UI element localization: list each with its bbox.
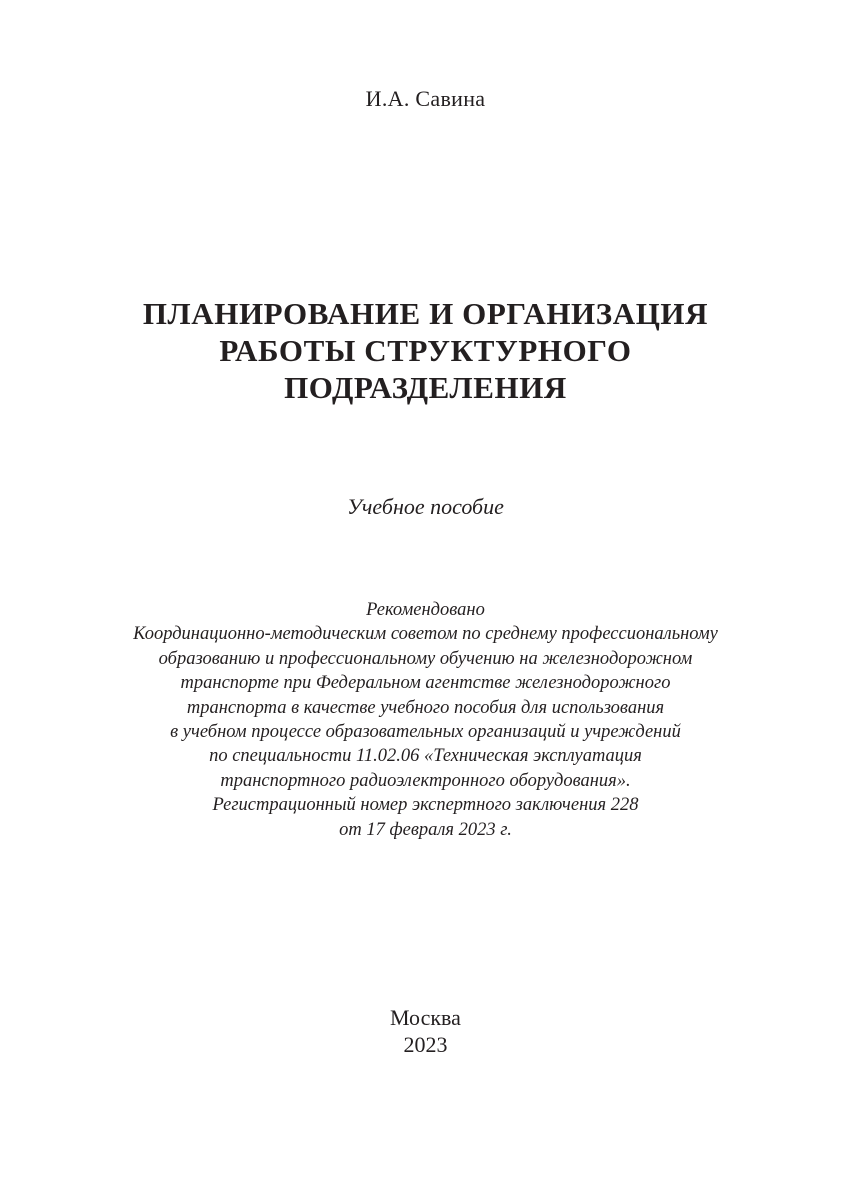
recommendation-line: транспортного радиоэлектронного оборудования». <box>220 770 631 791</box>
imprint-city: Москва <box>390 1005 461 1030</box>
imprint <box>0 1004 851 1058</box>
recommendation-line: образованию и профессиональному обучению на железнодорожном <box>158 648 693 669</box>
recommendation-line: Координационно-методическим советом по среднему профессиональному <box>133 624 718 645</box>
recommendation-line: Рекомендовано <box>366 600 485 620</box>
book-title <box>0 295 851 406</box>
imprint-year: 2023 <box>403 1032 448 1057</box>
recommendation-block <box>0 598 851 842</box>
book-title-line: РАБОТЫ СТРУКТУРНОГО <box>219 333 632 368</box>
recommendation-line: от 17 февраля 2023 г. <box>339 819 512 840</box>
recommendation-line: по специальности 11.02.06 «Техническая эксплуатация <box>209 746 642 767</box>
recommendation-line: транспорте при Федеральном агентстве железнодорожного <box>180 673 671 694</box>
author-name: И.А. Савина <box>365 86 486 111</box>
book-subtitle: Учебное пособие <box>347 494 504 519</box>
recommendation-line: в учебном процессе образовательных организаций и учреждений <box>170 722 681 743</box>
recommendation-line: транспорта в качестве учебного пособия для использования <box>186 697 665 718</box>
book-title-line: ПОДРАЗДЕЛЕНИЯ <box>284 370 567 405</box>
book-title-line: ПЛАНИРОВАНИЕ И ОРГАНИЗАЦИЯ <box>142 296 709 331</box>
recommendation-line: Регистрационный номер экспертного заключения 228 <box>212 795 639 816</box>
